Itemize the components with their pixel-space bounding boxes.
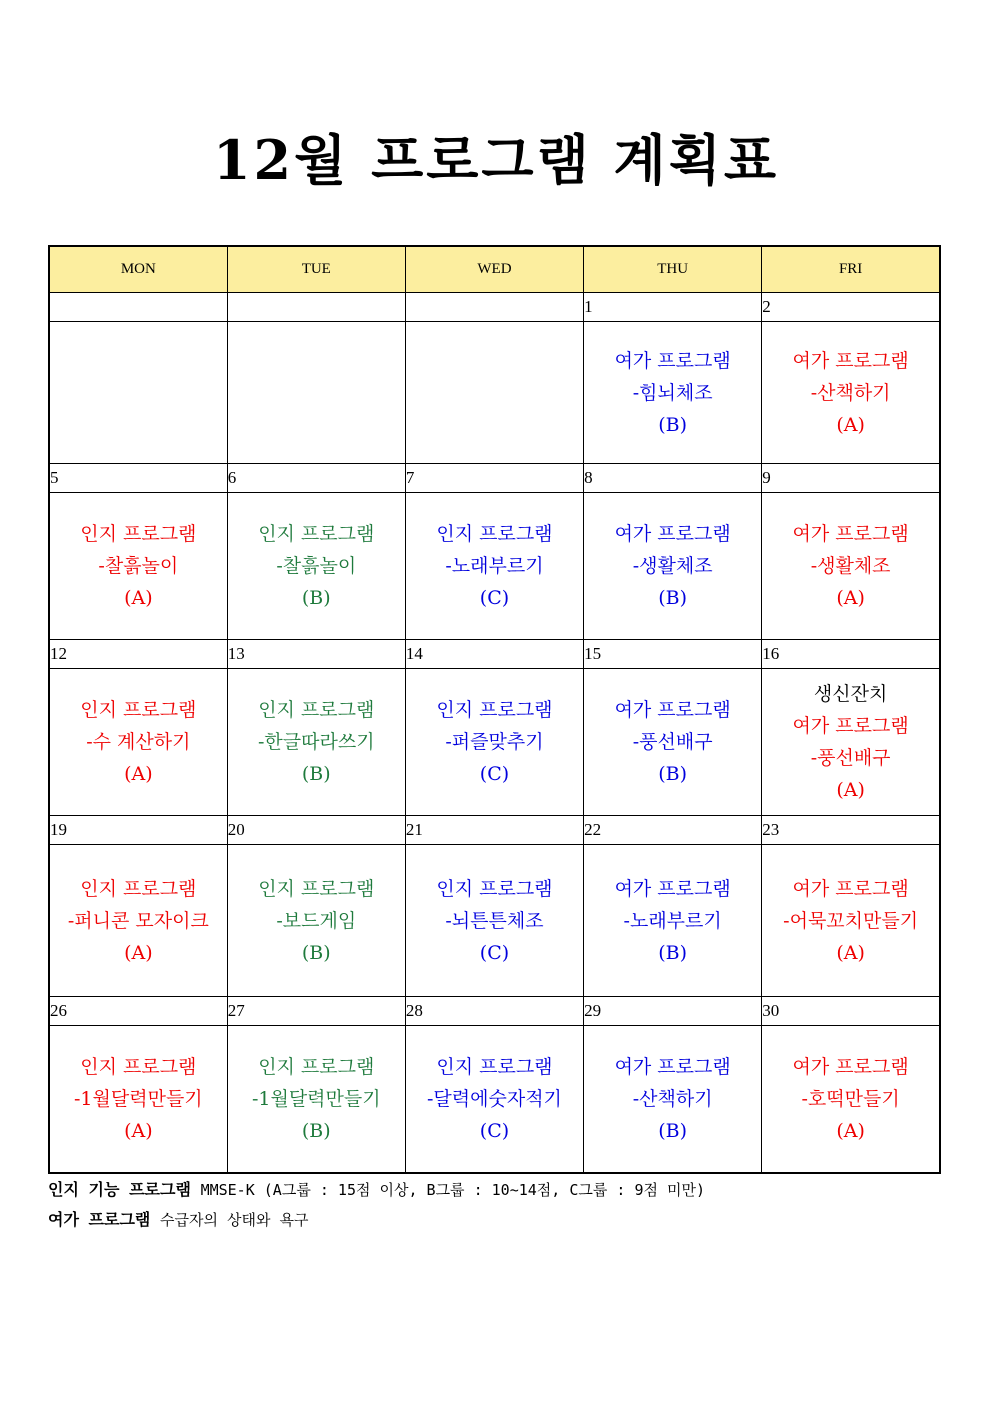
date-number (49, 293, 227, 322)
activity-cell (584, 322, 762, 464)
program-type: 여가 프로그램 (792, 1056, 909, 1078)
program-type: 인지 프로그램 (436, 1056, 553, 1078)
date-row (49, 997, 940, 1026)
program-type: 인지 프로그램 (258, 877, 375, 900)
activity-cell (405, 669, 583, 816)
program-group: (A) (124, 763, 153, 785)
date-row (49, 816, 940, 845)
activity-row (49, 322, 940, 464)
activity-cell (584, 493, 762, 640)
date-number (227, 293, 405, 322)
date-number: 15 (584, 640, 762, 669)
date-number: 27 (227, 997, 405, 1026)
footer-leisure-text: 수급자의 상태와 욕구 (160, 1211, 309, 1229)
program-group: (A) (836, 779, 865, 801)
program-type: 인지 프로그램 (436, 699, 553, 721)
program-activity: -힘뇌체조 (632, 381, 713, 404)
program-type: 여가 프로그램 (792, 715, 909, 737)
program-activity: -노래부르기 (623, 909, 722, 932)
program-group: (B) (658, 941, 688, 964)
activity-cell (405, 1026, 583, 1174)
program-type: 인지 프로그램 (80, 877, 197, 900)
activity-cell (584, 669, 762, 816)
activity-cell (762, 669, 940, 816)
date-row (49, 464, 940, 493)
event-label: 생신잔치 (813, 683, 888, 705)
date-number: 9 (762, 464, 940, 493)
date-number: 6 (227, 464, 405, 493)
program-type: 여가 프로그램 (614, 523, 731, 545)
footer-leisure-note (48, 1207, 309, 1230)
program-group: (A) (124, 941, 153, 964)
program-group: (B) (301, 941, 331, 964)
program-group: (C) (479, 941, 510, 964)
program-group: (B) (658, 763, 688, 785)
program-activity: -산책하기 (810, 381, 891, 404)
date-number: 21 (405, 816, 583, 845)
activity-cell (49, 669, 227, 816)
activity-cell (762, 845, 940, 997)
weekday-fri: FRI (762, 246, 940, 293)
activity-cell (584, 1026, 762, 1174)
program-type: 여가 프로그램 (614, 1056, 731, 1078)
program-group: (B) (658, 1120, 688, 1142)
activity-row (49, 1026, 940, 1174)
program-activity: -생활체조 (810, 555, 891, 577)
date-number: 22 (584, 816, 762, 845)
program-type: 인지 프로그램 (258, 523, 375, 545)
date-number: 5 (49, 464, 227, 493)
program-group: (C) (479, 1120, 510, 1142)
activity-cell (49, 322, 227, 464)
date-row (49, 640, 940, 669)
activity-cell (49, 845, 227, 997)
program-group: (A) (836, 1120, 865, 1142)
date-number: 30 (762, 997, 940, 1026)
program-activity: -한글따라쓰기 (258, 731, 375, 753)
program-activity: -1월달력만들기 (251, 1088, 381, 1110)
program-type: 인지 프로그램 (436, 877, 553, 900)
program-group: (B) (301, 763, 331, 785)
footer-leisure-label: 여가 프로그램 (48, 1210, 151, 1229)
program-activity: -산책하기 (632, 1088, 713, 1110)
page-title: 12월 프로그램 계획표 (212, 128, 780, 192)
date-number: 29 (584, 997, 762, 1026)
weekday-header-row (49, 246, 940, 293)
program-activity: -퍼즐맞추기 (445, 731, 544, 753)
weekday-tue: TUE (227, 246, 405, 293)
program-group: (B) (301, 587, 331, 609)
program-activity: -어묵꼬치만들기 (783, 909, 919, 932)
weekday-mon: MON (49, 246, 227, 293)
date-number: 2 (762, 293, 940, 322)
activity-cell (405, 845, 583, 997)
activity-row (49, 845, 940, 997)
program-type: 인지 프로그램 (80, 699, 197, 721)
program-type: 여가 프로그램 (614, 877, 731, 900)
program-type: 여가 프로그램 (614, 349, 731, 372)
program-group: (B) (301, 1120, 331, 1142)
program-group: (A) (836, 413, 865, 436)
footer-cognitive-text: MMSE-K (A그룹 : 15점 이상, B그룹 : 10~14점, C그룹 : 9점 미만) (200, 1181, 706, 1199)
date-number: 20 (227, 816, 405, 845)
program-group: (B) (658, 587, 688, 609)
footer-cognitive-label: 인지 기능 프로그램 (48, 1180, 191, 1199)
weekday-wed: WED (405, 246, 583, 293)
program-activity: -1월달력만들기 (74, 1088, 203, 1110)
program-group: (A) (124, 587, 153, 609)
date-number: 7 (405, 464, 583, 493)
activity-cell (762, 322, 940, 464)
program-activity: -풍선배구 (632, 731, 713, 753)
date-row (49, 293, 940, 322)
program-type: 인지 프로그램 (80, 1056, 197, 1078)
program-group: (B) (658, 413, 688, 436)
program-activity: -찰흙놀이 (98, 555, 179, 577)
activity-cell (227, 322, 405, 464)
program-type: 인지 프로그램 (80, 523, 197, 545)
program-type: 여가 프로그램 (792, 877, 909, 900)
activity-cell (762, 1026, 940, 1174)
program-activity: -달력에숫자적기 (427, 1088, 562, 1110)
program-group: (A) (836, 941, 865, 964)
program-type: 여가 프로그램 (614, 699, 731, 721)
activity-row (49, 493, 940, 640)
activity-cell (227, 1026, 405, 1174)
program-activity: -생활체조 (632, 555, 713, 577)
date-number: 14 (405, 640, 583, 669)
program-activity: -뇌튼튼체조 (445, 909, 544, 932)
activity-cell (227, 845, 405, 997)
program-activity: -호떡만들기 (801, 1088, 900, 1110)
program-type: 여가 프로그램 (792, 523, 909, 545)
activity-row (49, 669, 940, 816)
program-activity: -찰흙놀이 (276, 555, 357, 577)
activity-cell (227, 669, 405, 816)
footer-cognitive-note (48, 1177, 705, 1200)
program-type: 인지 프로그램 (258, 1056, 375, 1078)
activity-cell (584, 845, 762, 997)
activity-cell (405, 322, 583, 464)
date-number: 1 (584, 293, 762, 322)
program-group: (A) (124, 1120, 153, 1142)
date-number: 16 (762, 640, 940, 669)
date-number: 23 (762, 816, 940, 845)
program-activity: -퍼니콘 모자이크 (67, 909, 209, 932)
activity-cell (49, 1026, 227, 1174)
date-number: 13 (227, 640, 405, 669)
activity-cell (227, 493, 405, 640)
weekday-thu: THU (584, 246, 762, 293)
program-activity: -보드게임 (276, 909, 357, 932)
activity-cell (405, 493, 583, 640)
program-type: 인지 프로그램 (258, 699, 375, 721)
program-group: (C) (479, 587, 510, 609)
activity-cell (49, 493, 227, 640)
program-group: (C) (479, 763, 510, 785)
program-group: (A) (836, 587, 865, 609)
date-number: 8 (584, 464, 762, 493)
program-type: 여가 프로그램 (792, 349, 909, 372)
program-type: 인지 프로그램 (436, 523, 553, 545)
date-number (405, 293, 583, 322)
date-number: 19 (49, 816, 227, 845)
program-calendar (48, 245, 941, 1174)
program-activity: -수 계산하기 (86, 731, 191, 753)
activity-cell (762, 493, 940, 640)
date-number: 12 (49, 640, 227, 669)
program-activity: -노래부르기 (445, 555, 544, 577)
date-number: 28 (405, 997, 583, 1026)
date-number: 26 (49, 997, 227, 1026)
program-activity: -풍선배구 (810, 747, 891, 769)
